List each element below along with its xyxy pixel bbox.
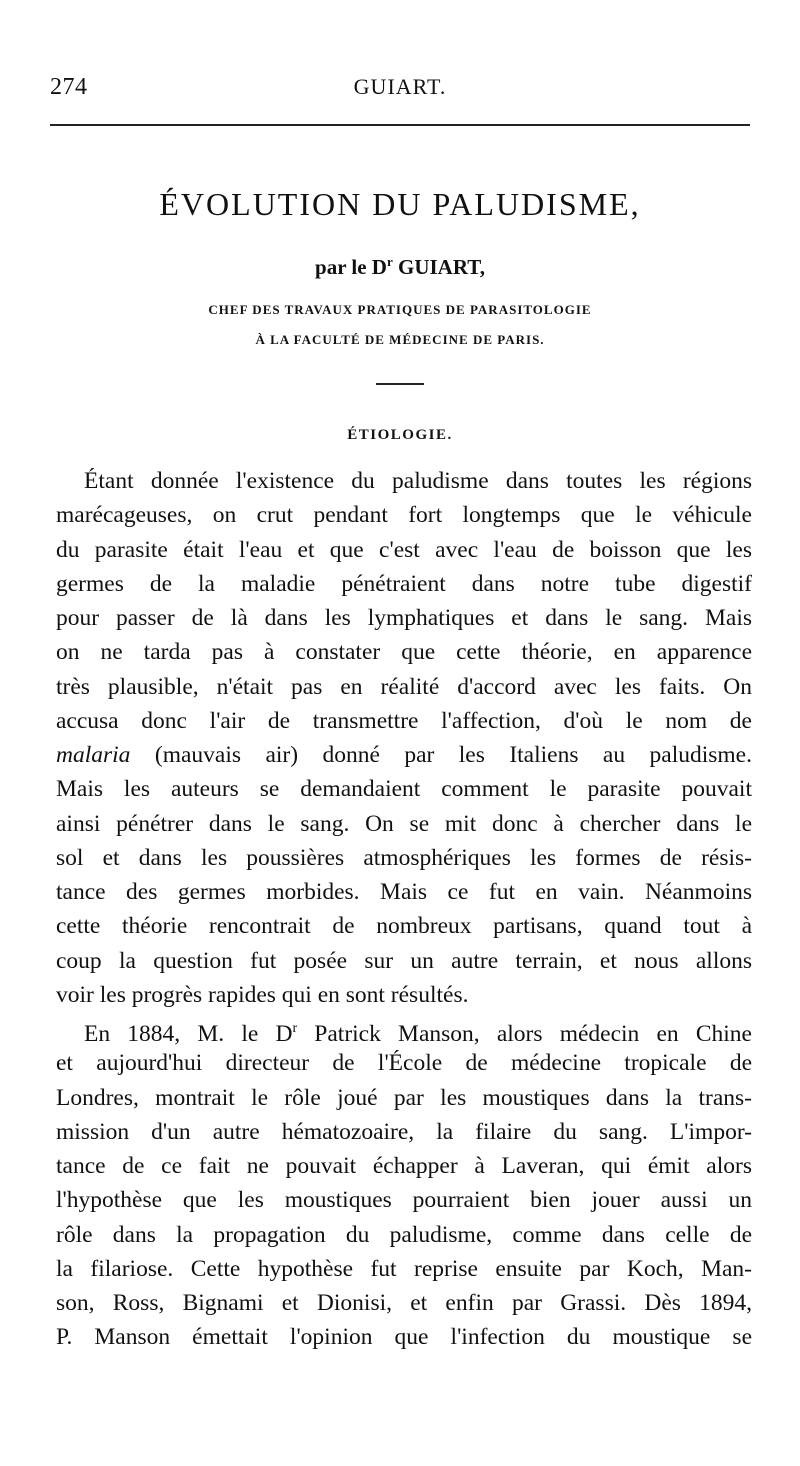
text-line: cette théorie rencontrait de nombreux partisans, quand tout à [56, 913, 752, 940]
text-line: voir les progrès rapides qui en sont résultés. [56, 981, 469, 1008]
byline [0, 254, 800, 280]
text-line: sol et dans les poussières atmosphériques les formes de résis- [56, 844, 752, 871]
text-line: son, Ross, Bignami et Dionisi, et enfin par Grassi. Dès 1894, [56, 1290, 752, 1316]
text-line: on ne tarda pas à constater que cette théorie, en apparence [56, 639, 752, 666]
text-line: Mais les auteurs se demandaient comment le parasite pouvait [56, 776, 752, 803]
section-divider [376, 383, 424, 385]
byline-author: GUIART, [392, 255, 485, 279]
article-title: ÉVOLUTION DU PALUDISME, [159, 186, 641, 222]
text-line: ainsi pénétrer dans le sang. On se mit donc à chercher dans le [56, 810, 752, 837]
text-line: mission d'un autre hématozoaire, la filaire du sang. L'impor- [56, 1118, 752, 1145]
page-number: 274 [50, 74, 88, 100]
text-line: très plausible, n'était pas en réalité d'accord avec les faits. On [56, 673, 752, 700]
text-line: tance de ce fait ne pouvait échapper à Laveran, qui émit alors [56, 1153, 752, 1179]
byline-superscript: r [386, 254, 393, 269]
running-head [50, 74, 750, 104]
text-line: tance des germes morbides. Mais ce fut en vain. Néanmoins [56, 879, 752, 905]
text-line-rest: (mauvais air) donné par les Italiens au paludisme. [154, 742, 752, 768]
text-line: Londres, montrait le rôle joué par les moustiques dans la trans- [56, 1084, 752, 1111]
text-line [56, 738, 752, 772]
text-line: accusa donc l'air de transmettre l'affection, d'où le nom de [56, 707, 752, 734]
text-line: pour passer de là dans les lymphatiques et dans le sang. Mais [56, 605, 752, 631]
italic-word: malaria [56, 742, 131, 768]
text-line: Étant donnée l'existence du paludisme dans toutes les régions [84, 468, 752, 494]
affiliation-line-1: CHEF DES TRAVAUX PRATIQUES DE PARASITOLOGIE [208, 302, 592, 317]
text-line: du parasite était l'eau et que c'est avec l'eau de boisson que les [56, 536, 752, 563]
text-line-rest: Patrick Manson, alors médecin en Chine [297, 1020, 752, 1047]
text-line [56, 1012, 752, 1046]
text-line: marécageuses, on crut pendant fort longtemps que le véhicule [56, 502, 752, 529]
text-line: P. Manson émettait l'opinion que l'infection du moustique se [56, 1324, 752, 1351]
text-line: rôle dans la propagation du paludisme, comme dans celle de [56, 1221, 752, 1248]
text-line: coup la question fut posée sur un autre terrain, et nous allons [56, 947, 752, 974]
text-line: germes de la maladie pénétraient dans notre tube digestif [56, 570, 752, 597]
byline-prefix: par le D [315, 255, 387, 279]
text-line: et aujourd'hui directeur de l'École de médecine tropicale de [56, 1050, 752, 1077]
running-title: GUIART. [353, 74, 447, 99]
header-rule [50, 124, 750, 126]
text-line: l'hypothèse que les moustiques pourraient bien jouer aussi un [56, 1187, 752, 1214]
text-line: la filariose. Cette hypothèse fut reprise ensuite par Koch, Man- [56, 1255, 752, 1282]
affiliation-line-2: À LA FACULTÉ DE MÉDECINE DE PARIS. [255, 332, 545, 347]
text-line-start: En 1884, M. le D [84, 1020, 293, 1047]
section-heading: ÉTIOLOGIE. [347, 427, 453, 443]
body-text [56, 464, 752, 1355]
doctor-superscript: r [292, 1021, 298, 1036]
